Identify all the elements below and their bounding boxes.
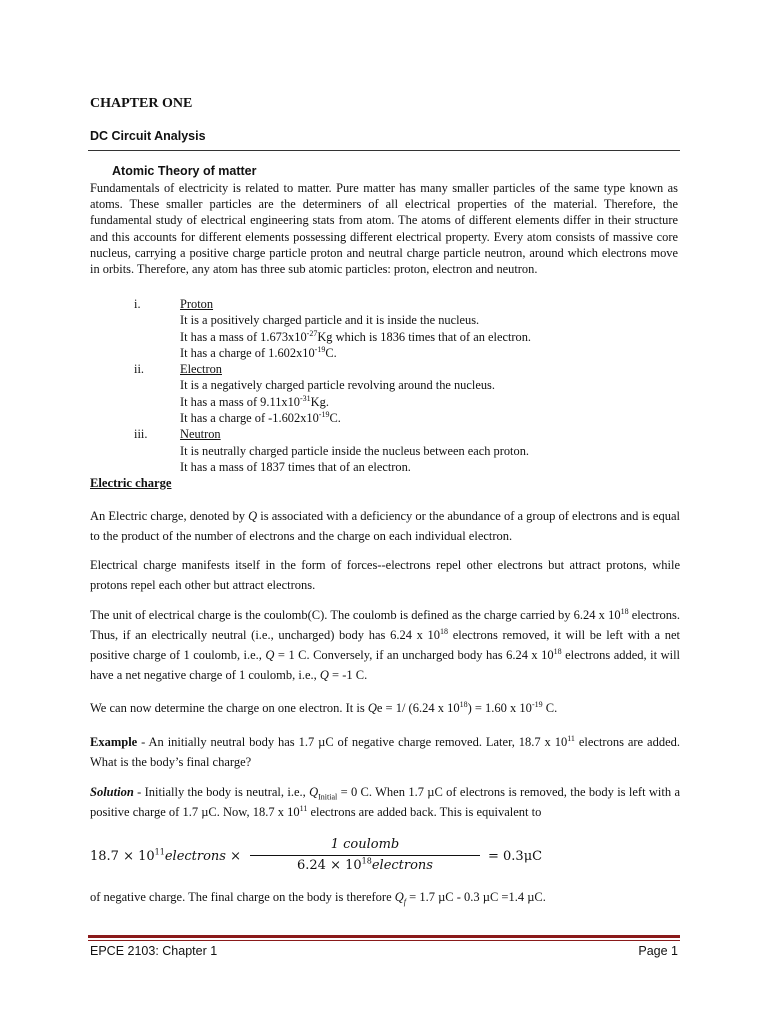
footer-divider bbox=[88, 935, 680, 938]
particle-name: Electron bbox=[180, 362, 222, 377]
header-divider bbox=[88, 150, 680, 151]
list-number: ii. bbox=[134, 362, 144, 377]
coulomb-paragraph: The unit of electrical charge is the coulomb(C). The coulomb is defined as the charge carried by 6.24 x $10^{18}$ electrons. Thus, if an electrically neutral (i.e., uncharged) body has 6.24 x $10^{18}$ electrons removed, it will be left with a net positive charge of 1 coulomb, i.e., Q = 1 C. Conversely, if an uncharged body has 6.24 x $10^{18}$ electrons added, it will have a net negative charge of 1 coulomb, i.e., Q = -1 C. bbox=[90, 606, 681, 682]
list-item bbox=[90, 361, 678, 426]
equation-fraction: 1 coulomb $6.24 \times 10^{18}electrons$ bbox=[250, 836, 480, 875]
charge-definition-paragraph: An Electric charge, denoted by Q is associated with a deficiency or the abundance of a group of electrons and is equal to the product of the number of electrons and the charge on each individual electron. bbox=[90, 509, 680, 543]
particle-mass: It has a mass of $1.673x10^{-27}Kg$ which is 1836 times that of an electron. bbox=[180, 328, 532, 344]
equation-result: = 0.3μC bbox=[488, 849, 543, 864]
particle-name: Proton bbox=[180, 297, 214, 311]
example-paragraph: Example - An initially neutral body has 1.7 µC of negative charge removed. Later, 18.7 x $10^{11}$ electrons are added. What is the body’s final charge? bbox=[90, 733, 680, 769]
electric-charge-heading: Electric charge bbox=[90, 476, 172, 490]
particle-description: It is a positively charged particle and it is inside the nucleus. bbox=[180, 313, 480, 328]
equation-lhs: $18.7 \times 10^{11}electrons$ × bbox=[90, 847, 242, 864]
chapter-title: CHAPTER ONE bbox=[90, 96, 193, 111]
particle-charge: It has a charge of $-1.602x10^{-19}C$. bbox=[180, 409, 341, 426]
intro-paragraph: Fundamentals of electricity is related to matter. Pure matter has many smaller particles of the same type known as atoms. These smaller particles are the determiners of all electrical properties of the material. Therefore, the fundamental study of electrical engineering stats from atom. The atoms of different elements differ in their structure and this accounts for different elements possessing different electrical property. Every atom consists of massive core nucleus, carrying a positive charge particle proton and neutral charge particle neutron, around which electrons move in orbits. Therefore, any atom has three sub atomic particles: proton, electron and neutron. bbox=[90, 181, 678, 277]
list-number: iii. bbox=[134, 427, 148, 442]
particle-name: Neutron bbox=[180, 427, 221, 442]
particle-charge: It has a charge of $1.602x10^{-19}C$. bbox=[180, 344, 337, 360]
particle-description: It is a negatively charged particle revolving around the nucleus. bbox=[180, 378, 495, 393]
section-title: DC Circuit Analysis bbox=[90, 129, 206, 143]
electron-charge-paragraph: We can now determine the charge on one electron. It is Qe = 1/ (6.24 x $10^{18}) = 1.60$ x $10^{-19}$ C. bbox=[90, 699, 558, 715]
final-charge-paragraph: of negative charge. The final charge on the body is therefore $Q_f = 1.7$ µC - 0.3 µC =1.4 µC. bbox=[90, 890, 546, 907]
footer-divider-thin bbox=[88, 940, 680, 941]
particle-description: It is neutrally charged particle inside the nucleus between each proton. bbox=[180, 443, 529, 458]
conversion-equation bbox=[90, 836, 543, 880]
subsection-title: Atomic Theory of matter bbox=[112, 164, 257, 178]
particle-list bbox=[90, 296, 678, 475]
list-number: i. bbox=[134, 297, 141, 311]
footer-page-number: Page 1 bbox=[638, 944, 678, 958]
list-item bbox=[90, 296, 678, 361]
particle-mass: It has a mass of $9.11x10^{-31}Kg$. bbox=[180, 393, 329, 409]
footer-course-label: EPCE 2103: Chapter 1 bbox=[90, 944, 218, 958]
list-item bbox=[90, 426, 678, 475]
particle-mass: It has a mass of 1837 times that of an electron. bbox=[180, 459, 411, 474]
charge-forces-paragraph: Electrical charge manifests itself in the form of forces--electrons repel other electrons but attract protons, while protons repel each other but attract electrons. bbox=[90, 558, 680, 592]
solution-paragraph: Solution - Initially the body is neutral, i.e., $Q_{Initial} = 0$ C. When 1.7 µC of electrons is removed, the body is left with a positive charge of 1.7 µC. Now, 18.7 x $10^{11}$ electrons are added back. This is equivalent to bbox=[90, 785, 680, 819]
